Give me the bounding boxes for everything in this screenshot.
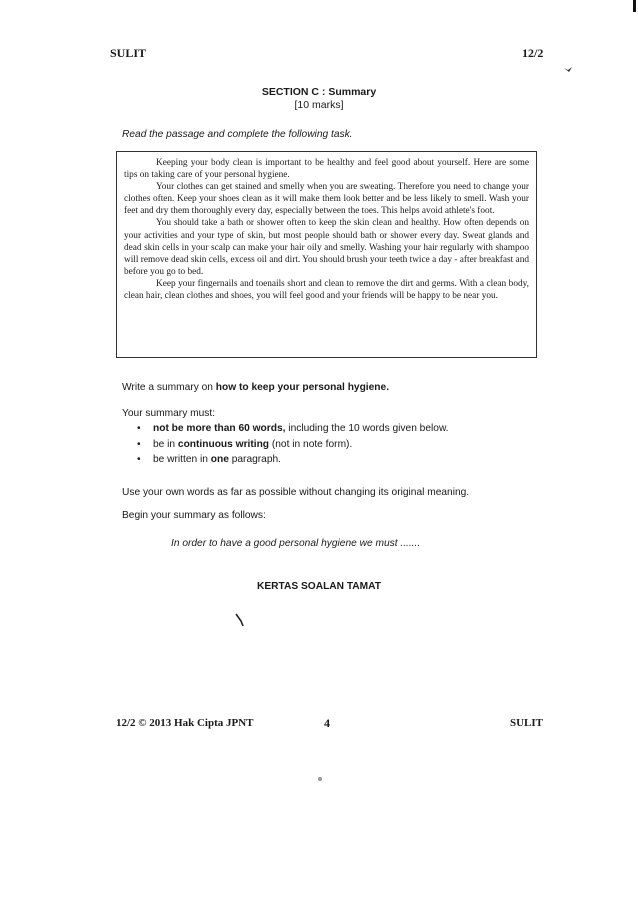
passage-paragraph-4: Keep your fingernails and toenails short and clean to remove the dirt and germs. With a clean body, clean hair, clean clothes and shoes, you will feel good and your friends will be happy to be near you. — [124, 278, 529, 302]
rule-item — [137, 452, 449, 468]
rule-item — [137, 437, 449, 453]
end-of-paper-note: KERTAS SOALAN TAMAT — [257, 581, 381, 592]
footer-copyright: 12/2 © 2013 Hak Cipta JPNT — [116, 717, 254, 729]
scan-dot-icon — [316, 775, 324, 783]
rule-rest-text: including the 10 words given below. — [285, 423, 449, 434]
passage-paragraph-1: Keeping your body clean is important to be healthy and feel good about yourself. Here are some tips on taking care of your personal hygiene. — [124, 158, 529, 181]
instruction-text: Read the passage and complete the following task. — [122, 129, 353, 140]
own-words-instruction: Use your own words as far as possible without changing its original meaning. — [122, 487, 470, 498]
scan-edge-icon — [630, 0, 638, 14]
bullet-icon: • — [137, 454, 141, 465]
passage-paragraph-2: Your clothes can get stained and smelly when you are sweating. Therefore you need to change your clothes often. Keep your shoes clean as it will make them look better and be less likely to smell. Wash your feet and dry them thoroughly every day, especially between the toes. This helps avoid athlete's foot. — [124, 182, 529, 217]
scan-speck-icon — [563, 66, 573, 74]
summary-starter-text: In order to have a good personal hygiene we must ....... — [171, 538, 421, 549]
rule-item — [137, 421, 449, 437]
section-marks: [10 marks] — [294, 99, 344, 111]
rule-rest-text: (not in note form). — [269, 438, 353, 450]
task-prefix: Write a summary on — [122, 382, 216, 393]
passage-paragraph-3: You should take a bath or shower often to keep the skin clean and healthy. How often depends on your activities and your type of skin, but most people should bath or shower every day. Sweat glands and dead skin cells in your scalp can make your hair oily and smelly. Washing your hair regularly with shampoo will remove dead skin cells, excess oil and dirt. You should brush your teeth twice a day - after breakfast and before you go to bed. — [124, 218, 529, 277]
summary-rules-list — [137, 421, 449, 468]
rule-bold-text: one — [210, 454, 229, 465]
bullet-icon: • — [137, 438, 141, 450]
task-topic: how to keep your personal hygiene. — [215, 382, 390, 393]
header-paper-code: 12/2 — [522, 46, 544, 60]
begin-instruction: Begin your summary as follows: — [122, 510, 266, 521]
summary-must-heading: Your summary must: — [122, 408, 216, 419]
section-title: SECTION C : Summary — [261, 86, 377, 98]
header-sulit-label: SULIT — [110, 46, 147, 60]
rule-rest-text: paragraph. — [228, 454, 281, 465]
footer-sulit-label: SULIT — [510, 717, 544, 729]
task-write-line — [122, 382, 389, 393]
footer-page-number: 4 — [324, 716, 330, 730]
rule-pre-text: be in — [153, 438, 178, 450]
rule-bold-text: not be more than 60 words, — [153, 423, 286, 434]
passage-box — [116, 151, 537, 358]
bullet-icon: • — [137, 423, 141, 434]
scan-mark-icon — [235, 613, 245, 627]
rule-pre-text: be written in — [153, 454, 211, 465]
rule-bold-text: continuous writing — [177, 438, 270, 450]
